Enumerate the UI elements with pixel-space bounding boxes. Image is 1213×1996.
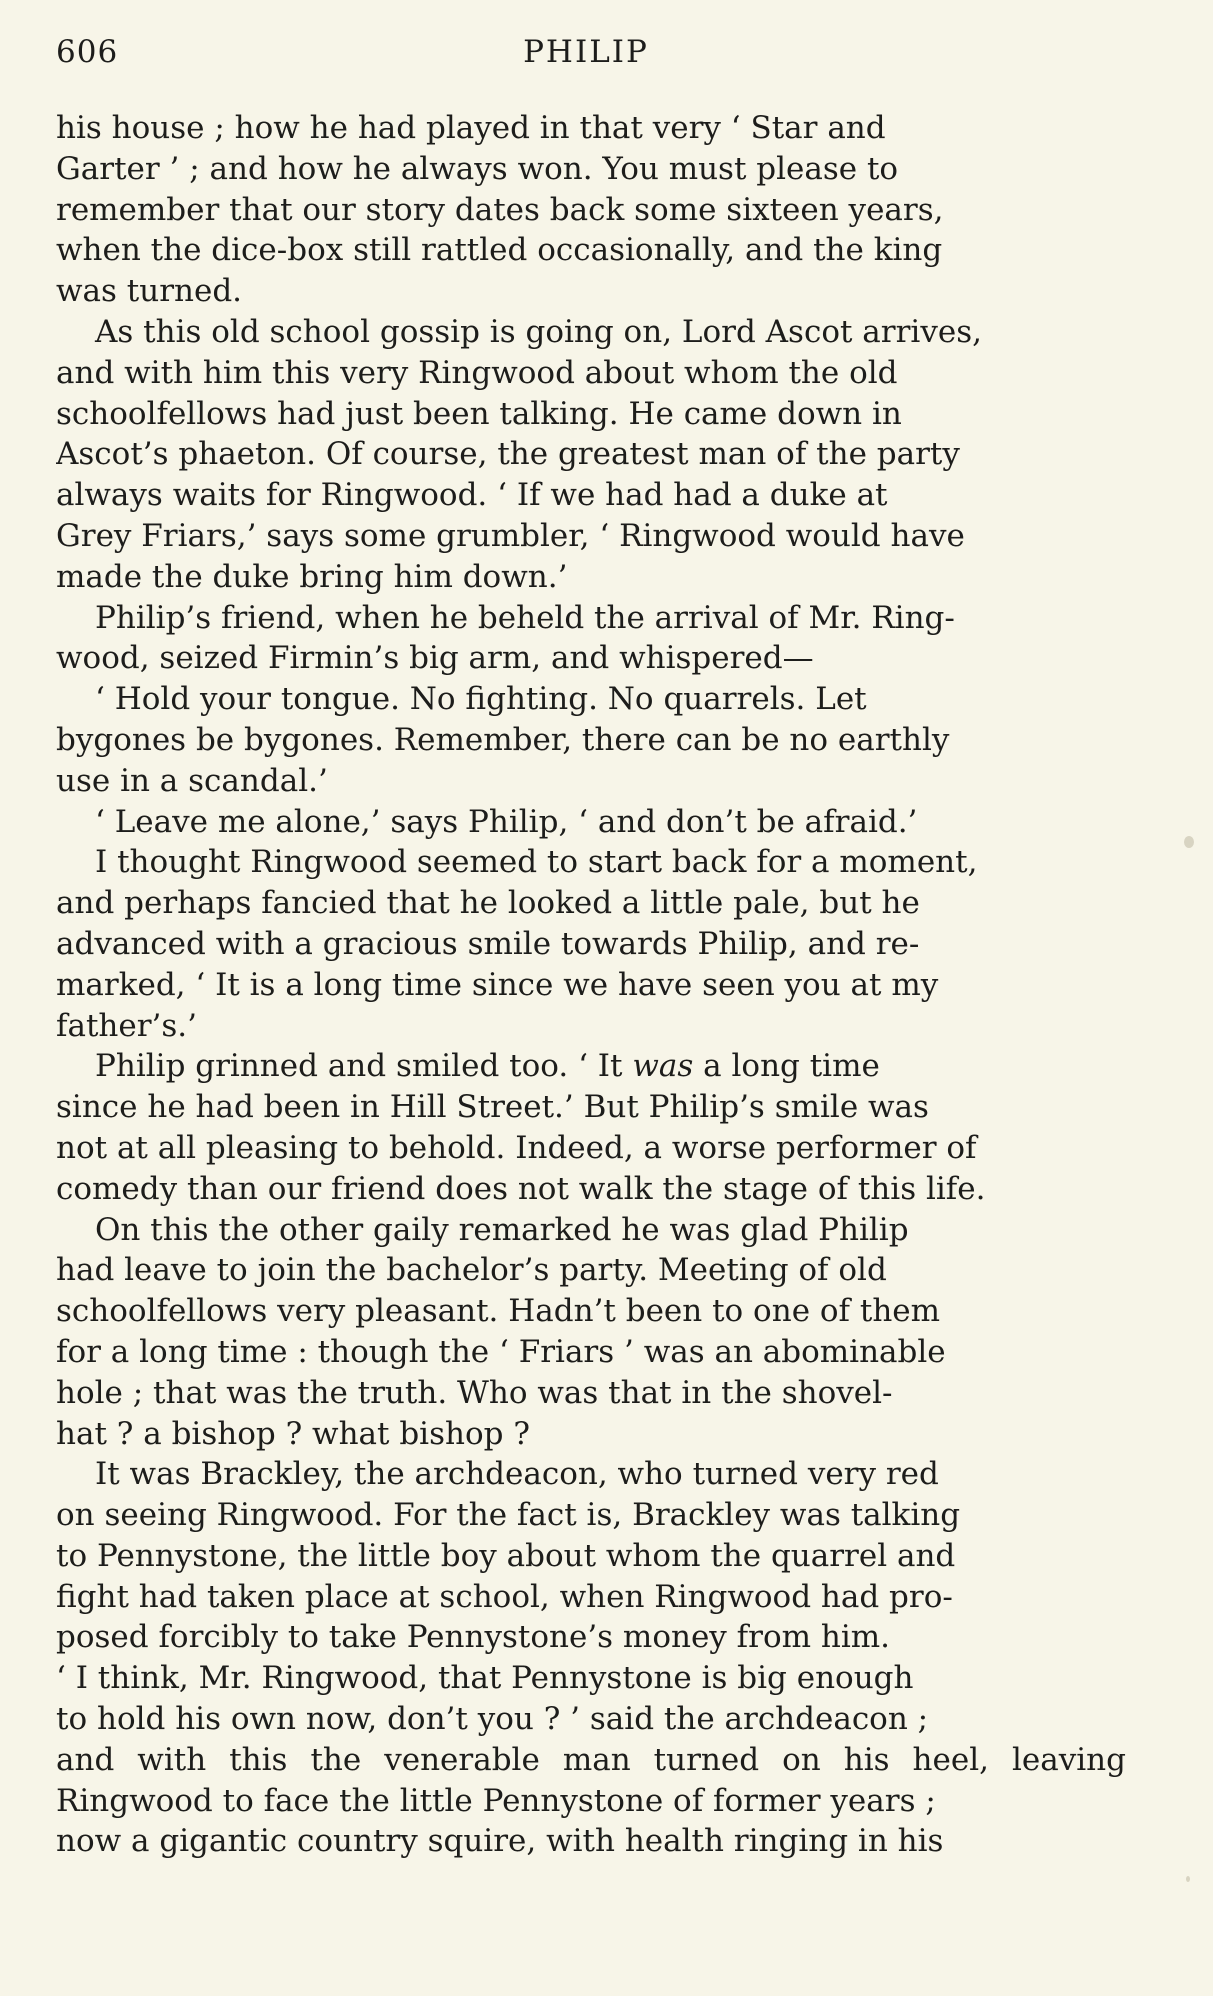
text-line: Ringwood to face the little Pennystone of former years ; bbox=[56, 1782, 936, 1819]
text-line: schoolfellows had just been talking. He came down in bbox=[56, 395, 902, 432]
text-line: bygones be bygones. Remember, there can be no earthly bbox=[56, 721, 950, 758]
text-line: ‘ Hold your tongue. No fighting. No quarrels. Let bbox=[95, 681, 867, 718]
text-line: marked, ‘ It is a long time since we have seen you at my bbox=[56, 966, 939, 1003]
running-head: PHILIP bbox=[523, 34, 649, 70]
text-line: As this old school gossip is going on, Lord Ascot arrives, bbox=[95, 313, 982, 350]
text-line bbox=[56, 1046, 1126, 1087]
text-line: and with this the venerable man turned on his heel, leaving bbox=[56, 1741, 1126, 1778]
text-line: when the dice-box still rattled occasionally, and the king bbox=[56, 232, 943, 269]
text-line: ‘ Leave me alone,’ says Philip, ‘ and don’t be afraid.’ bbox=[95, 803, 918, 840]
text-line: for a long time : though the ‘ Friars ’ was an abominable bbox=[56, 1333, 946, 1370]
italic-word: was bbox=[632, 1048, 694, 1085]
text-segment: a long time bbox=[693, 1048, 880, 1085]
text-line: ‘ I think, Mr. Ringwood, that Pennystone is big enough bbox=[56, 1660, 914, 1697]
text-line: advanced with a gracious smile towards Philip, and re- bbox=[56, 925, 920, 962]
text-line: fight had taken place at school, when Ringwood had pro- bbox=[56, 1578, 953, 1615]
text-line: his house ; how he had played in that very ‘ Star and bbox=[56, 110, 886, 146]
text-line: posed forcibly to take Pennystone’s money from him. bbox=[56, 1619, 891, 1656]
text-line: and perhaps fancied that he looked a little pale, but he bbox=[56, 885, 920, 922]
text-line: remember that our story dates back some sixteen years, bbox=[56, 191, 944, 228]
text-line: use in a scandal.’ bbox=[56, 762, 328, 799]
text-line: schoolfellows very pleasant. Hadn’t been to one of them bbox=[56, 1293, 941, 1330]
text-line: Ascot’s phaeton. Of course, the greatest man of the party bbox=[56, 436, 960, 473]
text-line: made the duke bring him down.’ bbox=[56, 558, 568, 595]
text-line: father’s.’ bbox=[56, 1007, 198, 1044]
text-line: Grey Friars,’ says some grumbler, ‘ Ringwood would have bbox=[56, 517, 965, 554]
body-text bbox=[56, 108, 1126, 1862]
text-segment: Philip grinned and smiled too. ‘ It bbox=[95, 1048, 633, 1085]
text-line: had leave to join the bachelor’s party. Meeting of old bbox=[56, 1252, 887, 1289]
text-line: to Pennystone, the little boy about whom the quarrel and bbox=[56, 1537, 956, 1574]
text-line: On this the other gaily remarked he was glad Philip bbox=[95, 1211, 909, 1248]
text-line: hat ? a bishop ? what bishop ? bbox=[56, 1415, 530, 1452]
text-line: It was Brackley, the archdeacon, who turned very red bbox=[95, 1456, 939, 1493]
text-line: hole ; that was the truth. Who was that in the shovel- bbox=[56, 1374, 893, 1411]
paper-speck bbox=[1186, 1876, 1190, 1882]
text-line: now a gigantic country squire, with health ringing in his bbox=[56, 1823, 944, 1860]
text-line: comedy than our friend does not walk the stage of this life. bbox=[56, 1170, 986, 1207]
text-line: and with him this very Ringwood about whom the old bbox=[56, 354, 898, 391]
text-line: wood, seized Firmin’s big arm, and whispered— bbox=[56, 640, 814, 677]
text-line: always waits for Ringwood. ‘ If we had had a duke at bbox=[56, 477, 888, 514]
text-line: I thought Ringwood seemed to start back for a moment, bbox=[95, 844, 978, 881]
text-line: on seeing Ringwood. For the fact is, Brackley was talking bbox=[56, 1497, 961, 1534]
paper-speck bbox=[1184, 836, 1194, 848]
page-number: 606 bbox=[56, 34, 119, 70]
text-line: since he had been in Hill Street.’ But Philip’s smile was bbox=[56, 1089, 929, 1126]
page-header bbox=[56, 34, 1116, 74]
text-line: was turned. bbox=[56, 273, 243, 310]
text-line: not at all pleasing to behold. Indeed, a worse performer of bbox=[56, 1129, 977, 1166]
text-line: Garter ’ ; and how he always won. You must please to bbox=[56, 150, 899, 187]
text-line: to hold his own now, don’t you ? ’ said the archdeacon ; bbox=[56, 1701, 929, 1738]
text-line: Philip’s friend, when he beheld the arrival of Mr. Ring- bbox=[95, 599, 955, 636]
